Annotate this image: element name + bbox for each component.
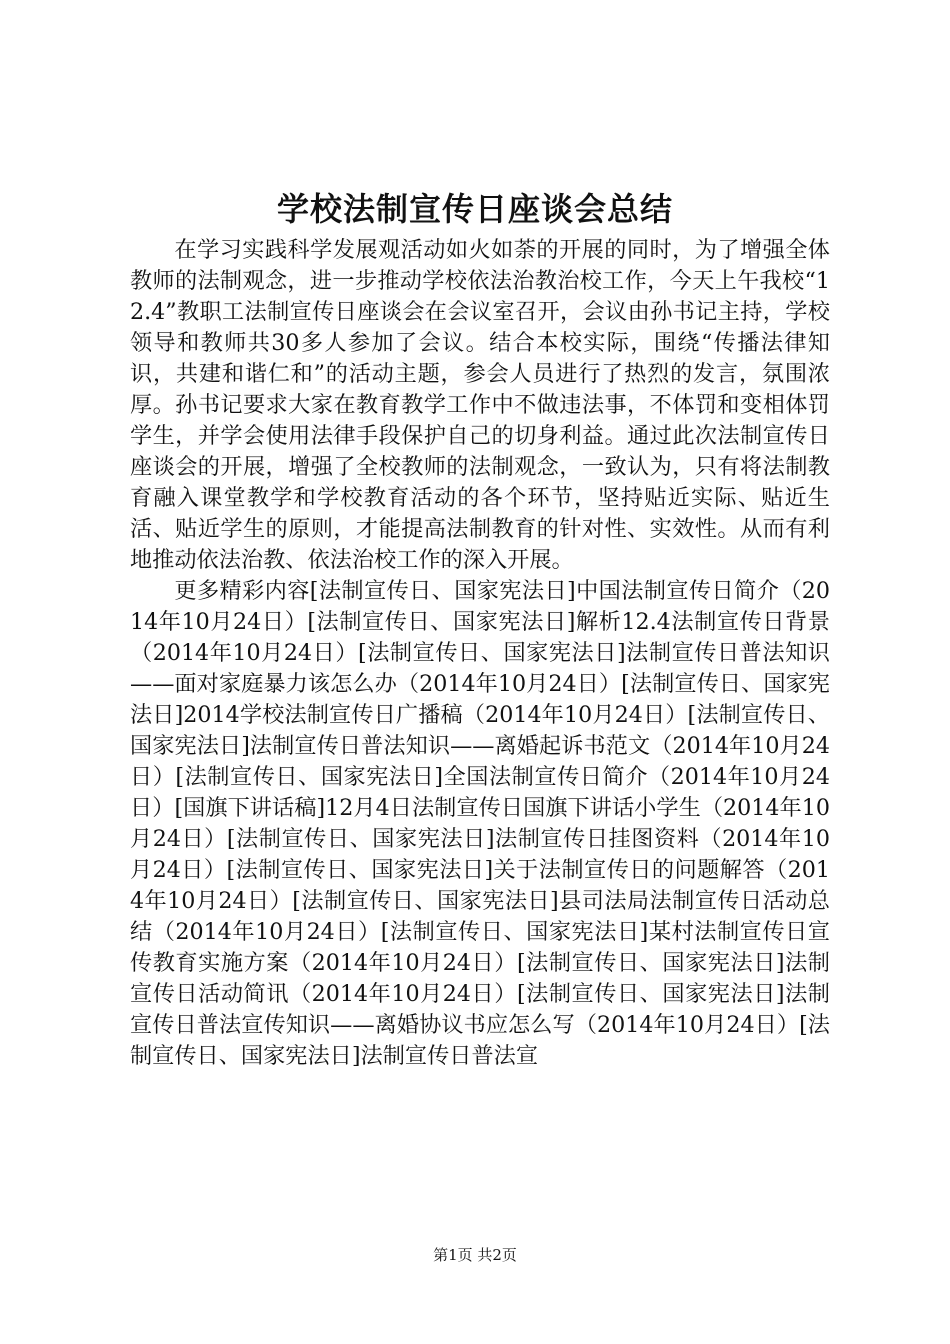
page-number: 第1页 共2页 xyxy=(433,1246,517,1264)
document-title: 学校法制宣传日座谈会总结 xyxy=(276,190,673,228)
paragraph-more-content: 更多精彩内容[法制宣传日、国家宪法日]中国法制宣传日简介（2014年10月24日）[法制宣传日、国家宪法日]解析12.4法制宣传日背景（2014年10月24日）[法制宣传日、国家宪法日]法制宣传日普法知识——面对家庭暴力该怎么办（2014年10月24日）[法制宣传日、国家宪法日]2014学校法制宣传日广播稿（2014年10月24日）[法制宣传日、国家宪法日]法制宣传日普法知识——离婚起诉书范文（2014年10月24日）[法制宣传日、国家宪法日]全国法制宣传日简介（2014年10月24日）[国旗下讲话稿]12月4日法制宣传日国旗下讲话小学生（2014年10月24日）[法制宣传日、国家宪法日]法制宣传日挂图资料（2014年10月24日）[法制宣传日、国家宪法日]关于法制宣传日的问题解答（2014年10月24日）[法制宣传日、国家宪法日]县司法局法制宣传日活动总结（2014年10月24日）[法制宣传日、国家宪法日]某村法制宣传日宣传教育实施方案（2014年10月24日）[法制宣传日、国家宪法日]法制宣传日活动简讯（2014年10月24日）[法制宣传日、国家宪法日]法制宣传日普法宣传知识——离婚协议书应怎么写（2014年10月24日）[法制宣传日、国家宪法日]法制宣传日普法宣 xyxy=(130,578,830,1069)
paragraph-summary: 在学习实践科学发展观活动如火如荼的开展的同时，为了增强全体教师的法制观念，进一步推动学校依法治教治校工作，今天上午我校“12.4”教职工法制宣传日座谈会在会议室召开，会议由孙书记主持，学校领导和教师共30多人参加了会议。结合本校实际，围绕“传播法律知识，共建和谐仁和”的活动主题，参会人员进行了热烈的发言，氛围浓厚。孙书记要求大家在教育教学工作中不做违法事，不体罚和变相体罚学生，并学会使用法律手段保护自己的切身利益。通过此次法制宣传日座谈会的开展，增强了全校教师的法制观念，一致认为，只有将法制教育融入课堂教学和学校教育活动的各个环节，坚持贴近实际、贴近生活、贴近学生的原则，才能提高法制教育的针对性、实效性。从而有利地推动依法治教、依法治校工作的深入开展。 xyxy=(130,237,830,573)
document-body xyxy=(130,235,830,1072)
